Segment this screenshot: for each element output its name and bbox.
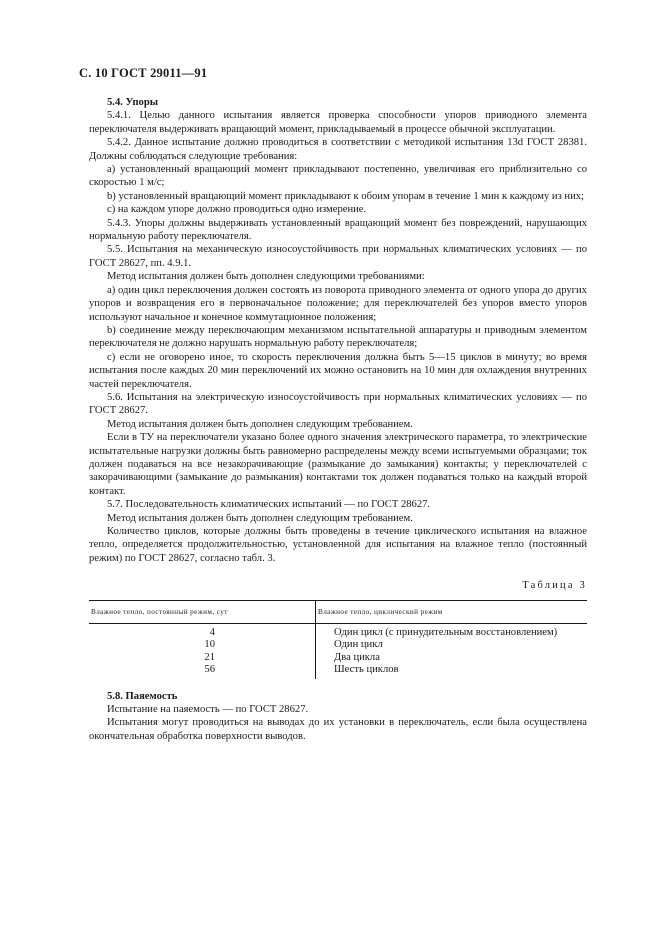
table-cell-mode: Шесть циклов xyxy=(334,664,399,676)
paragraph: Если в ТУ на переключатели указано более одного значения электрического параметра, то электрические испытательные нагрузки должны быть равномерно распределены между всеми испытуемыми образцами; ток должен подаваться на все незакорачивающие (размыкание до замыкания) контакты; у переключателей с закорачивающими (замыкание до размыкания) контактами ток должен подаваться только на каждый второй контакт. xyxy=(89,432,587,497)
paragraph: 5.6. Испытания на электрическую износоустойчивость при нормальных климатических условиях — по ГОСТ 28627. xyxy=(89,391,587,417)
paragraph: 5.4.1. Целью данного испытания является проверка способности упоров приводного элемента переключателя выдерживать вращающий момент, прикладываемый в процессе обычной эксплуатации. xyxy=(89,110,587,135)
paragraph: b) установленный вращающий момент прикладывают к обоим упорам в течение 1 мин к каждому из них; xyxy=(107,190,584,202)
paragraph: а) один цикл переключения должен состоять из поворота приводного элемента от одного упора до других упоров и возвращения его в первоначальное положение; для переключателей без упоров вместо упоров используют начальное и конечное коммутационное положения; xyxy=(89,284,587,323)
section-5-8-title: 5.8. Паяемость xyxy=(107,690,178,702)
paragraph: Метод испытания должен быть дополнен следующим требованием. xyxy=(107,512,413,524)
paragraph: 5.4.3. Упоры должны выдерживать установленный вращающий момент без повреждений, нарушающих нормальную работу переключателя. xyxy=(89,217,587,243)
table-cell-days: 4 xyxy=(89,624,316,640)
table-header-cyclic: Влажное тепло, циклический режим xyxy=(316,600,588,623)
section-5-4-title: 5.4. Упоры xyxy=(107,97,159,108)
paragraph: с) на каждом упоре должно проводиться одно измерение. xyxy=(107,204,367,216)
table-3 xyxy=(89,600,587,679)
paragraph: 5.4.2. Данное испытание должно проводиться в соответствии с методикой испытания 13d ГОСТ 28381. Должны соблюдаться следующие требования: xyxy=(89,137,587,162)
table-cell-mode: Один цикл xyxy=(334,639,383,651)
paragraph: 5.7. Последовательность климатических испытаний — по ГОСТ 28627. xyxy=(107,499,431,511)
paragraph: b) соединение между переключающим механизмом испытательной аппаратуры и приводным элементом переключателя не должно нарушать нормальную работу переключателя; xyxy=(89,324,587,350)
table-row xyxy=(89,652,587,664)
table-row xyxy=(89,639,587,651)
table-cell-days: 21 xyxy=(89,652,316,664)
table-row xyxy=(89,624,587,640)
document-body xyxy=(89,96,587,743)
table-cell-days: 10 xyxy=(89,639,316,651)
table-header-constant: Влажное тепло, постоянный режим, сут xyxy=(89,600,316,623)
table-row xyxy=(89,664,587,678)
paragraph: а) установленный вращающий момент прикладывают постепенно, увеличивая его приблизительно со скоростью 1 м/с; xyxy=(89,164,587,189)
paragraph: Испытание на паяемость — по ГОСТ 28627. xyxy=(107,704,309,716)
table-caption: Таблица 3 xyxy=(522,580,587,592)
paragraph: Метод испытания должен быть дополнен следующим требованием. xyxy=(107,418,413,430)
page-header: С. 10 ГОСТ 29011—91 xyxy=(79,66,208,80)
paragraph: Количество циклов, которые должны быть проведены в течение циклического испытания на влажное тепло, определяется продолжительностью, установленной для испытания на влажное тепло (постоянный режим) по ГОСТ 28627, согласно табл. 3. xyxy=(89,526,587,564)
paragraph: Метод испытания должен быть дополнен следующими требованиями: xyxy=(107,271,425,283)
table-cell-mode: Один цикл (с принудительным восстановлением) xyxy=(334,627,558,639)
table-cell-days: 56 xyxy=(89,664,316,678)
table-cell-mode: Два цикла xyxy=(334,651,380,663)
paragraph: с) если не оговорено иное, то скорость переключения должна быть 5—15 циклов в минуту; во время испытания после каждых 20 мин переключений их можно остановить на 10 мин для охлаждения внутренних частей переключателя. xyxy=(89,351,587,390)
paragraph: Испытания могут проводиться на выводах до их установки в переключатель, если была осуществлена окончательная обработка поверхности выводов. xyxy=(89,717,587,742)
paragraph: 5.5. Испытания на механическую износоустойчивость при нормальных климатических условиях — по ГОСТ 28627, пп. 4.9.1. xyxy=(89,244,587,269)
